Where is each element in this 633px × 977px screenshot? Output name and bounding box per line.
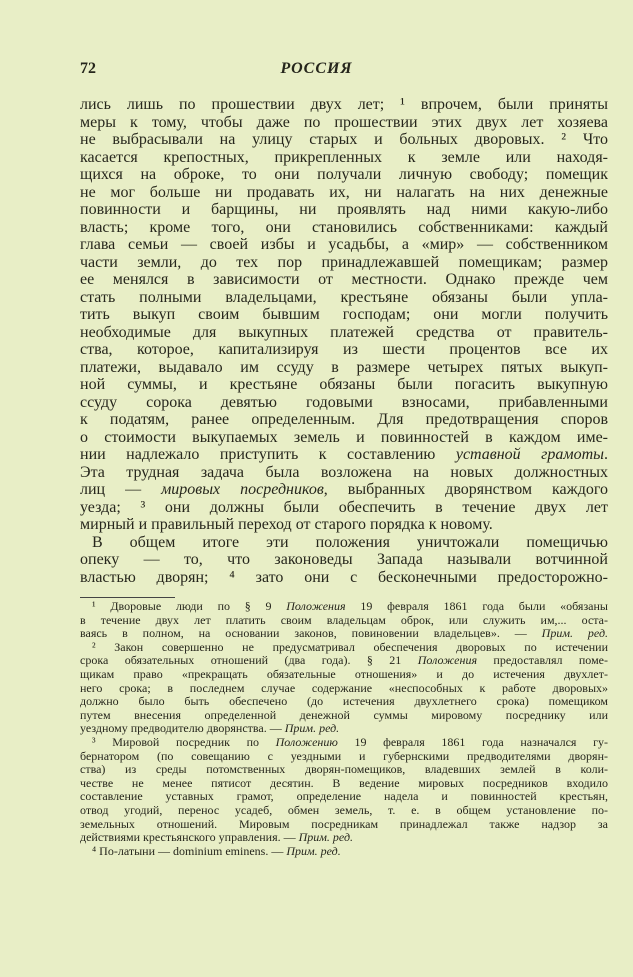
body-line: [80, 569, 608, 587]
text-run: мирный и правильный переход от старого порядка к новому.: [80, 516, 493, 533]
text-run: ваясь в полном, на основании законов, повиновении владельцев». —: [80, 627, 542, 641]
text-run: властью дворян; ⁴ зато они с бесконечными предосторожно-: [80, 568, 608, 586]
body-line: [80, 289, 608, 307]
italic-text-run: Положения: [417, 654, 478, 668]
text-run: лиц —: [80, 481, 162, 498]
footnotes: [80, 600, 608, 858]
italic-text-run: Положению: [275, 735, 338, 749]
italic-text-run: Прим. ред.: [541, 627, 608, 641]
footnote-line: [80, 614, 608, 628]
text-run: честве не менее пятисот десятин. В ведение мировых посредников входило: [80, 776, 608, 790]
text-run: , выбранных дворянством каждого: [323, 481, 608, 498]
text-run: ¹ Дворовые люди по § 9: [92, 600, 287, 613]
text-run: ² Закон совершенно не предусматривал обеспечения дворовых по истечении: [92, 640, 608, 654]
text-run: платежи, выдавало им ссуду в размере четырех пятых выкуп-: [80, 358, 608, 376]
text-run: повинности и барщины, ни проявлять над ними какую-либо: [80, 201, 608, 218]
footnote-line: [80, 600, 608, 614]
body-line: [80, 149, 608, 167]
body-line: [80, 394, 608, 412]
body-line: [80, 446, 608, 464]
body-line: [80, 359, 608, 377]
text-run: него срока; в последнем случае содержание «неспособных к работе дворовых»: [80, 681, 608, 695]
text-run: щихся на оброке, то они получали личную свободу; помещик: [80, 166, 608, 183]
body-line: [80, 306, 608, 324]
body-line: [80, 96, 608, 114]
italic-text-run: Прим. ред.: [284, 722, 340, 736]
footnote-line: [80, 641, 608, 655]
italic-text-run: Прим. ред.: [298, 831, 354, 845]
footnote-line: [80, 654, 608, 668]
body-line: [80, 131, 608, 149]
body-line: [80, 411, 608, 429]
body-line: [80, 516, 608, 534]
text-run: срока обязательных отношений (два года). § 21: [80, 654, 418, 668]
text-run: уезда; ³ они должны были обеспечить в течение двух лет: [80, 498, 608, 516]
body-line: [80, 341, 608, 359]
body-line: [80, 236, 608, 254]
body-line: [80, 219, 608, 237]
body-line: [80, 254, 608, 272]
footnote-line: [80, 668, 608, 682]
footnote-line: [80, 695, 608, 709]
text-run: составление уставных грамот, определение надела и повинностей крестьян,: [80, 790, 608, 804]
text-run: лись лишь по прошествии двух лет; ¹ впрочем, были приняты: [80, 96, 608, 113]
footnote-divider: [80, 597, 175, 598]
italic-text-run: уставной грамоты: [455, 446, 604, 463]
body-line: [80, 499, 608, 517]
body-line: [80, 184, 608, 202]
footnote-line: [80, 818, 608, 832]
footnote-line: [80, 709, 608, 723]
text-run: ства, которое, капитализируя из шести процентов все их: [80, 341, 608, 358]
text-run: глава семьи — своей избы и усадьбы, а «мир» — собственником: [80, 236, 608, 253]
text-run: 19 февраля 1861 года были «обязаны: [345, 600, 608, 613]
italic-text-run: мировых посредников: [161, 481, 324, 498]
text-run: В общем итоге эти положения уничтожали помещичью: [92, 533, 608, 551]
running-title: РОССИЯ: [280, 60, 353, 77]
text-run: к податям, ранее определенным. Для предотвращения споров: [80, 411, 608, 428]
text-run: должно было быть обеспечено (до истечения двухлетнего срока) помещиком: [80, 695, 608, 709]
text-run: стать полными владельцами, крестьяне обязаны были упла-: [80, 288, 608, 306]
italic-text-run: Положения: [286, 600, 346, 613]
text-run: ной суммы, и крестьяне обязаны были погасить выкупную: [80, 376, 608, 393]
text-run: ⁴ По-латыни — dominium eminens. —: [92, 844, 287, 858]
body-line: [80, 429, 608, 447]
footnote-line: [80, 750, 608, 764]
body-line: [80, 324, 608, 342]
text-run: ³ Мировой посредник по: [92, 735, 276, 749]
body-line: [80, 376, 608, 394]
body-line: [80, 481, 608, 499]
body-line: [80, 201, 608, 219]
footnote-line: [80, 790, 608, 804]
text-run: земельных отношений. Мировым посредникам принадлежал также надзор за: [80, 817, 608, 831]
text-run: власть; кроме того, они становились собственниками: каждый: [80, 218, 608, 236]
footnote-line: [80, 627, 608, 641]
body-line: [80, 166, 608, 184]
text-run: .: [604, 446, 608, 463]
text-run: ства) из среды потомственных дворян-помещиков, владевших землей в коли-: [80, 763, 608, 777]
text-run: действиями крестьянского управления. —: [80, 831, 299, 845]
text-run: ее менялся в зависимости от местности. Однако прежде чем: [80, 271, 608, 288]
text-run: не выбрасывали на улицу старых и больных дворовых. ² Что: [80, 131, 608, 148]
body-line: [80, 464, 608, 482]
body-line: [80, 534, 608, 552]
body-line: [80, 114, 608, 132]
text-run: тить выкуп своим бывшим господам; они могли получить: [80, 306, 608, 323]
text-run: Эта трудная задача была возложена на новых должностных: [80, 463, 608, 481]
text-run: касается крепостных, прикрепленных к земле или находя-: [80, 148, 608, 166]
page-number: 72: [80, 60, 96, 77]
text-run: меры к тому, чтобы даже по прошествии этих двух лет хозяева: [80, 113, 608, 131]
text-run: отвод угодий, перенос усадеб, обмен земель, т. е. в общем установление по-: [80, 803, 608, 817]
body-line: [80, 551, 608, 569]
text-run: части земли, до тех пор принадлежавшей помещикам; размер: [80, 253, 608, 271]
text-run: нии надлежало приступить к составлению: [80, 446, 456, 463]
text-run: необходимые для выкупных платежей средства от правитель-: [80, 323, 608, 341]
body-line: [80, 271, 608, 289]
text-run: предоставлял поме-: [477, 654, 608, 668]
footnote-line: [80, 777, 608, 791]
text-run: о стоимости выкупаемых земель и повинностей в каждом име-: [80, 428, 608, 446]
text-run: щикам право «прекращать обязательные отношения» и до истечения двухлет-: [80, 667, 608, 681]
text-run: путем внесения определенной денежной суммы мировому посреднику или: [80, 708, 608, 722]
text-run: не мог больше ни продавать их, ни налагать на них денежные: [80, 183, 608, 201]
italic-text-run: Прим. ред.: [286, 844, 341, 858]
text-run: бернатором (по совещанию с уездными и губернскими предводителями дворян-: [80, 749, 608, 763]
footnote-line: [80, 804, 608, 818]
body-text: [80, 96, 608, 586]
footnote-line: [80, 722, 608, 736]
text-run: 19 февраля 1861 года назначался гу-: [337, 735, 608, 749]
footnote-line: [80, 763, 608, 777]
footnote-line: [80, 682, 608, 696]
footnote-line: [80, 845, 608, 859]
footnote-line: [80, 831, 608, 845]
text-run: уездному предводителю дворянства. —: [80, 722, 285, 736]
text-run: ссуду сорока девятью годовыми взносами, прибавленными: [80, 393, 608, 411]
footnote-line: [80, 736, 608, 750]
text-run: опеку — то, что законоведы Запада называли вотчинной: [80, 551, 608, 568]
text-run: в течение двух лет платить своим владельцам оброк, или служить им,... оста-: [80, 613, 608, 627]
